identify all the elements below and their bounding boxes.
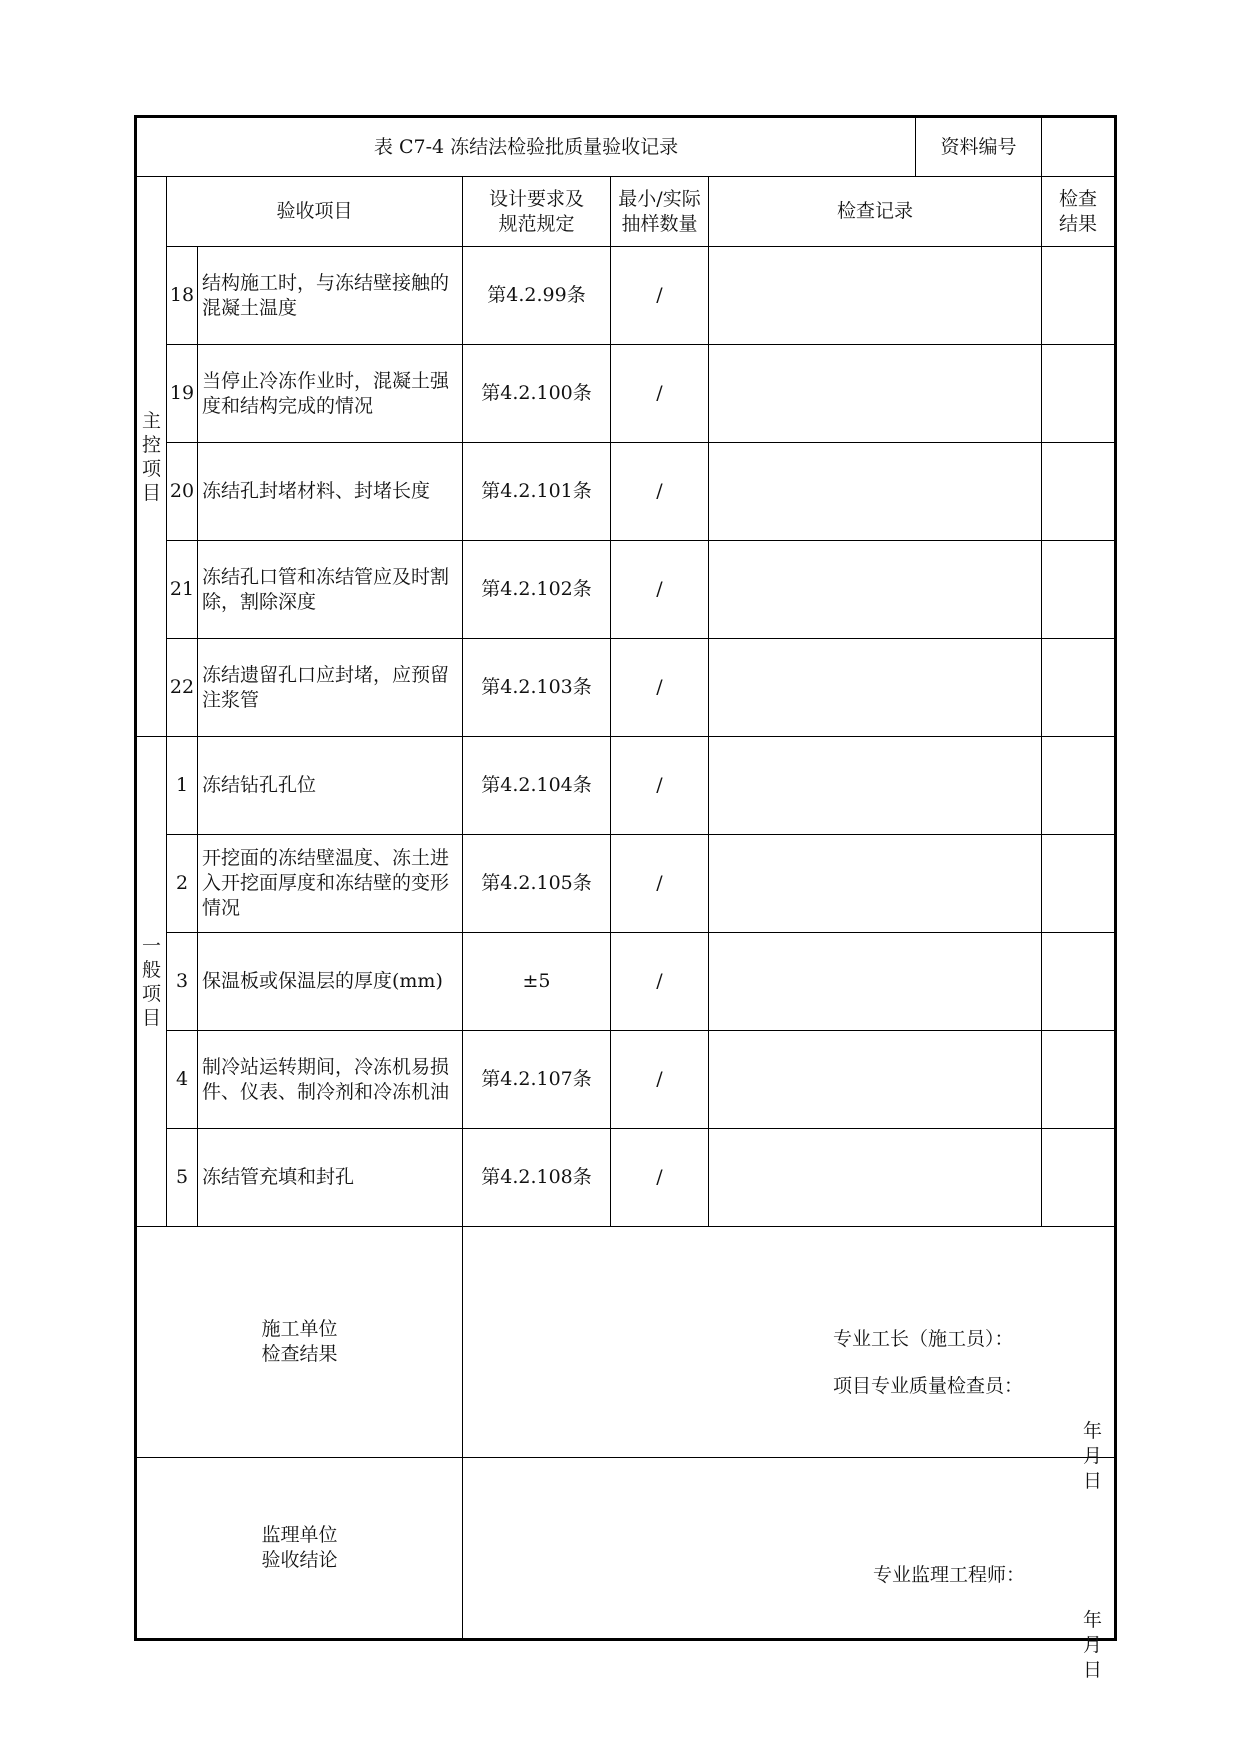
item-spec: 第4.2.102条: [463, 541, 611, 639]
col-item-header: 验收项目: [167, 177, 463, 247]
item-record[interactable]: [709, 443, 1042, 541]
item-sample: /: [611, 1031, 709, 1129]
item-spec: 第4.2.101条: [463, 443, 611, 541]
item-text: 结构施工时，与冻结壁接触的混凝土温度: [198, 247, 463, 345]
table-row: [136, 835, 1116, 933]
construction-date: 年 月 日: [1083, 1420, 1122, 1492]
item-text: 冻结孔口管和冻结管应及时割除，割除深度: [198, 541, 463, 639]
item-no: 21: [167, 541, 198, 639]
item-sample: /: [611, 737, 709, 835]
item-record[interactable]: [709, 345, 1042, 443]
construction-label: 施工单位 检查结果: [136, 1227, 463, 1458]
item-record[interactable]: [709, 835, 1042, 933]
item-no: 2: [167, 835, 198, 933]
doc-no-label: 资料编号: [915, 118, 1041, 176]
table-row: [136, 247, 1116, 345]
item-record[interactable]: [709, 737, 1042, 835]
item-result[interactable]: [1042, 737, 1116, 835]
engineer-label: 专业监理工程师：: [873, 1564, 1026, 1586]
item-sample: /: [611, 933, 709, 1031]
form-title: 表 C7-4 冻结法检验批质量验收记录: [373, 135, 679, 158]
item-record[interactable]: [709, 247, 1042, 345]
supervision-row: [136, 1458, 1116, 1640]
general-group-label: 一般项目: [136, 737, 167, 1227]
foreman-label: 专业工长（施工员）：: [833, 1328, 1014, 1350]
table-row: [136, 541, 1116, 639]
item-record[interactable]: [709, 1031, 1042, 1129]
item-sample: /: [611, 345, 709, 443]
item-no: 1: [167, 737, 198, 835]
item-spec: 第4.2.100条: [463, 345, 611, 443]
item-spec: ±5: [463, 933, 611, 1031]
item-result[interactable]: [1042, 639, 1116, 737]
table-row: [136, 345, 1116, 443]
item-text: 冻结孔封堵材料、封堵长度: [198, 443, 463, 541]
title-row: [136, 117, 1116, 177]
table-row: [136, 933, 1116, 1031]
construction-sign-area[interactable]: [463, 1227, 1122, 1492]
item-text: 冻结钻孔孔位: [198, 737, 463, 835]
item-no: 3: [167, 933, 198, 1031]
doc-no-value[interactable]: [1042, 117, 1116, 177]
supervision-label: 监理单位 验收结论: [136, 1458, 463, 1640]
item-text: 冻结遗留孔口应封堵，应预留注浆管: [198, 639, 463, 737]
item-result[interactable]: [1042, 247, 1116, 345]
item-no: 20: [167, 443, 198, 541]
item-text: 保温板或保温层的厚度(mm): [198, 933, 463, 1031]
item-spec: 第4.2.105条: [463, 835, 611, 933]
item-no: 18: [167, 247, 198, 345]
col-sample-header: 最小/实际抽样数量: [611, 177, 709, 247]
col-result-header: 检查结果: [1042, 177, 1116, 247]
item-record[interactable]: [709, 541, 1042, 639]
col-record-header: 检查记录: [709, 177, 1042, 247]
main-group-label: 主控项目: [136, 177, 167, 737]
item-spec: 第4.2.104条: [463, 737, 611, 835]
item-result[interactable]: [1042, 345, 1116, 443]
item-result[interactable]: [1042, 835, 1116, 933]
table-row: [136, 639, 1116, 737]
table-row: [136, 1031, 1116, 1129]
item-text: 冻结管充填和封孔: [198, 1129, 463, 1227]
inspection-form: [134, 115, 1122, 1681]
inspector-label: 项目专业质量检查员：: [833, 1375, 1024, 1397]
item-sample: /: [611, 541, 709, 639]
item-sample: /: [611, 835, 709, 933]
item-text: 当停止冷冻作业时，混凝土强度和结构完成的情况: [198, 345, 463, 443]
item-sample: /: [611, 443, 709, 541]
construction-row: [136, 1227, 1116, 1458]
item-sample: /: [611, 639, 709, 737]
item-result[interactable]: [1042, 1129, 1116, 1227]
item-spec: 第4.2.108条: [463, 1129, 611, 1227]
item-spec: 第4.2.107条: [463, 1031, 611, 1129]
header-row: [136, 177, 1116, 247]
item-result[interactable]: [1042, 443, 1116, 541]
item-text: 制冷站运转期间，冷冻机易损件、仪表、制冷剂和冷冻机油: [198, 1031, 463, 1129]
item-record[interactable]: [709, 1129, 1042, 1227]
item-no: 4: [167, 1031, 198, 1129]
item-result[interactable]: [1042, 1031, 1116, 1129]
item-no: 19: [167, 345, 198, 443]
item-spec: 第4.2.99条: [463, 247, 611, 345]
inspection-table: [134, 115, 1122, 1681]
item-result[interactable]: [1042, 541, 1116, 639]
table-row: [136, 737, 1116, 835]
item-spec: 第4.2.103条: [463, 639, 611, 737]
supervision-date: 年 月 日: [1083, 1609, 1122, 1681]
item-record[interactable]: [709, 639, 1042, 737]
item-no: 22: [167, 639, 198, 737]
supervision-sign-area[interactable]: [463, 1458, 1122, 1681]
item-sample: /: [611, 1129, 709, 1227]
table-row: [136, 1129, 1116, 1227]
item-record[interactable]: [709, 933, 1042, 1031]
table-row: [136, 443, 1116, 541]
item-no: 5: [167, 1129, 198, 1227]
col-design-header: 设计要求及规范规定: [463, 177, 611, 247]
item-sample: /: [611, 247, 709, 345]
item-result[interactable]: [1042, 933, 1116, 1031]
item-text: 开挖面的冻结壁温度、冻土进入开挖面厚度和冻结壁的变形情况: [198, 835, 463, 933]
